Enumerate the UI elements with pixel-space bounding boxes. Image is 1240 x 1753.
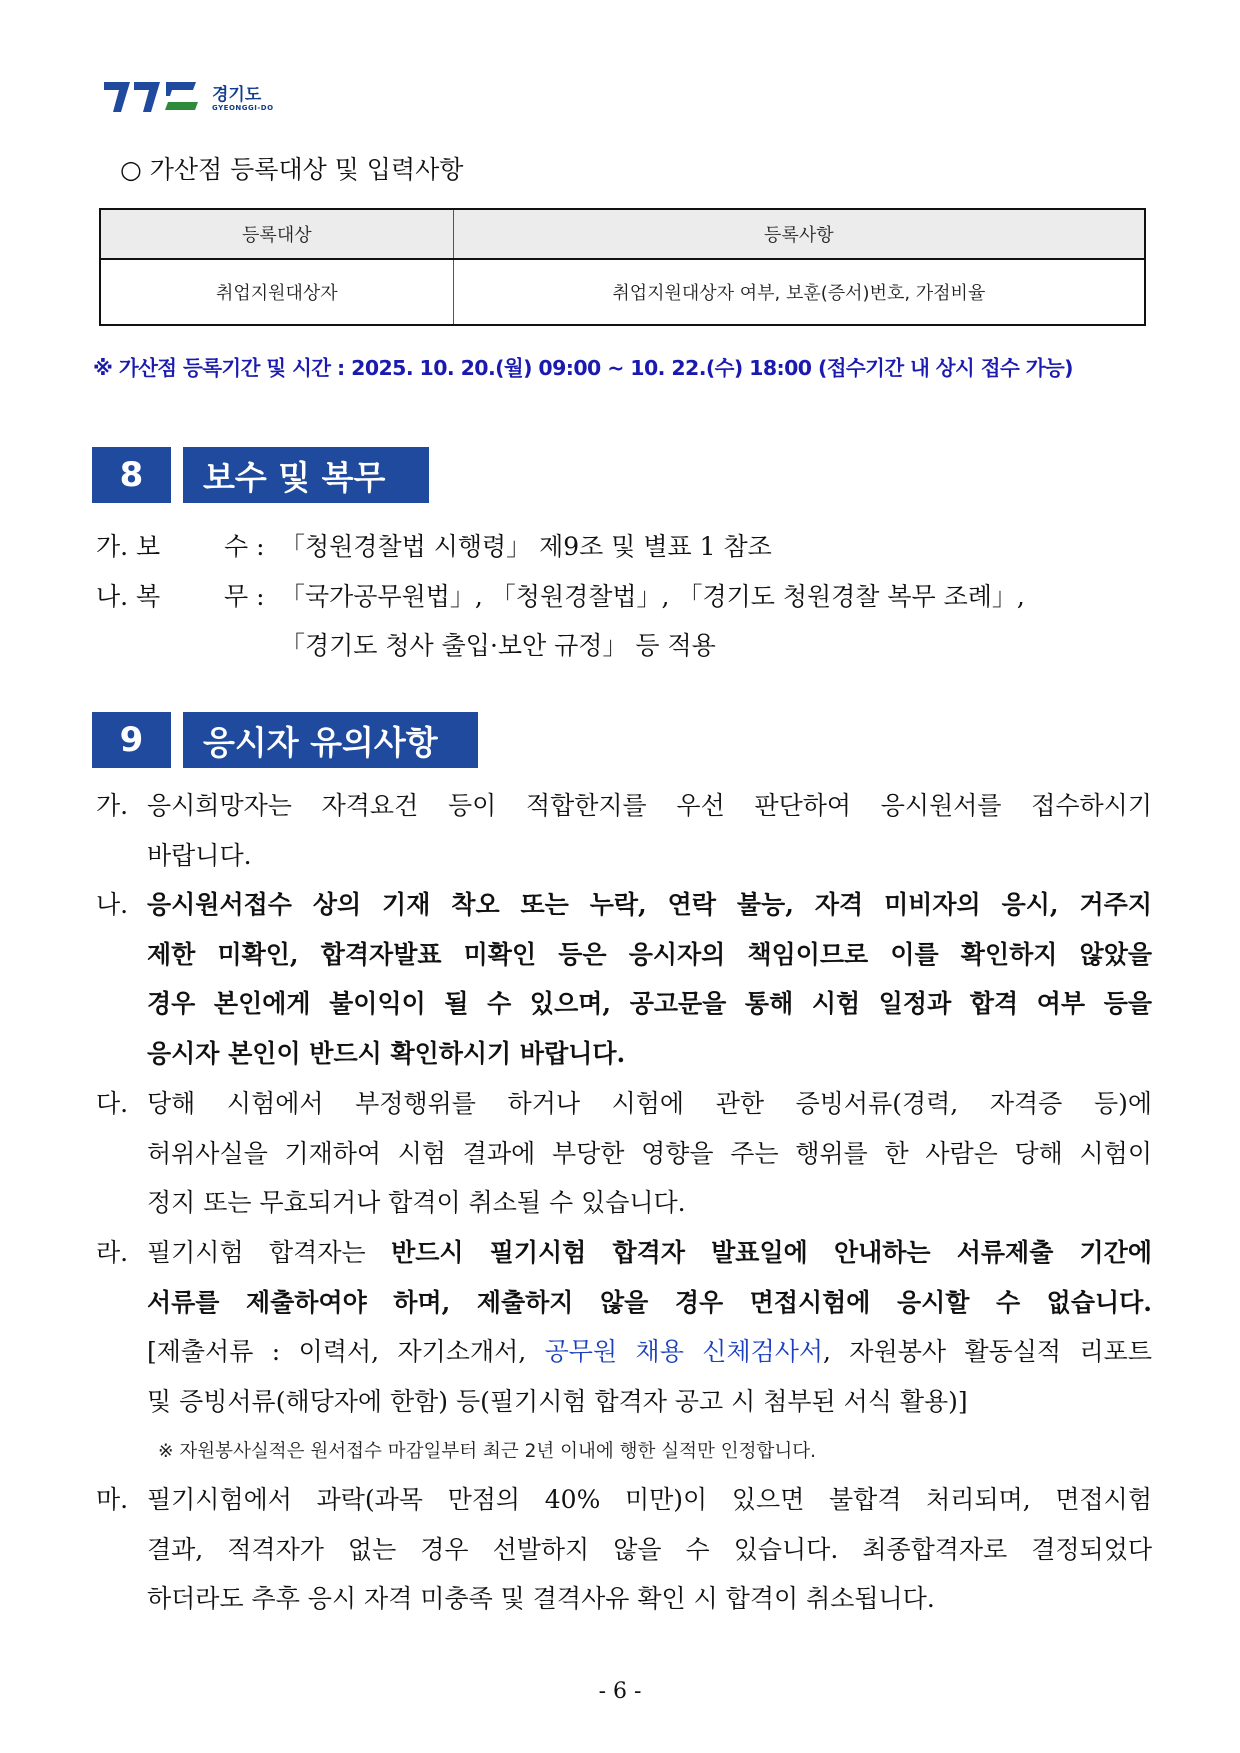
docs-text: [제출서류 : 이력서, 자기소개서,: [147, 1337, 545, 1366]
sec8-item-sep: 수 :: [224, 532, 265, 561]
sec9-item-ma: [96, 1475, 1152, 1624]
item-text-line: 당해 시험에서 부정행위를 하거나 시험에 관한 증빙서류(경력, 자격증 등)에: [147, 1089, 1152, 1118]
item-text-line: 필기시험에서 과락(과목 만점의 40% 미만)이 있으면 불합격 처리되며, 면접시험: [147, 1485, 1152, 1514]
section-9-title: 응시자 유의사항: [183, 712, 478, 768]
gyeonggi-logo: [104, 78, 274, 122]
table-header-row: [100, 209, 1145, 259]
bonus-subheading: ○ 가산점 등록대상 및 입력사항: [120, 155, 464, 184]
item-text-line: 및 증빙서류(해당자에 한함) 등(필기시험 합격자 공고 시 첨부된 서식 활용)]: [147, 1386, 968, 1416]
bonus-registration-table: [99, 208, 1146, 326]
bonus-period-notice: ※ 가산점 등록기간 및 시간 : 2025. 10. 20.(월) 09:00 ~ 10. 22.(수) 18:00 (접수기간 내 상시 접수 가능): [93, 356, 1073, 380]
sec9-item-ga: [96, 781, 1152, 880]
item-text-line: 제한 미확인, 합격자발표 미확인 등은 응시자의 책임이므로 이를 확인하지 않았을: [147, 939, 1152, 969]
section-8-number: 8: [92, 447, 171, 503]
item-text-line: 바랍니다.: [147, 840, 252, 870]
item-text: 필기시험 합격자는: [147, 1238, 392, 1267]
item-text-line: 응시원서접수 상의 기재 착오 또는 누락, 연락 불능, 자격 미비자의 응시, 거주지: [147, 890, 1152, 919]
item-label: 라.: [96, 1238, 129, 1267]
logo-name-ko: 경기도: [212, 85, 262, 105]
sec9-item-na: [96, 880, 1152, 1078]
gyeonggi-logo-mark-icon: [104, 78, 204, 118]
sec8-item-label: 나. 복: [96, 582, 161, 611]
table-cell: 취업지원대상자: [100, 259, 453, 325]
item-label: 가.: [96, 791, 129, 820]
table-header-cell: 등록사항: [453, 209, 1145, 259]
item-text-line: 응시희망자는 자격요건 등이 적합한지를 우선 판단하여 응시원서를 접수하시기: [147, 791, 1152, 820]
section-8-title: 보수 및 복무: [183, 447, 429, 503]
sec8-item-sep: 무 :: [224, 582, 265, 611]
section-9-number: 9: [92, 712, 171, 768]
item-text-line: 결과, 적격자가 없는 경우 선발하지 않을 수 있습니다. 최종합격자로 결정되었다: [147, 1534, 1152, 1564]
item-text-line: 경우 본인에게 불이익이 될 수 있으며, 공고문을 통해 시험 일정과 합격 여부 등을: [147, 989, 1152, 1018]
item-label: 마.: [96, 1485, 129, 1514]
sec8-item-text: 「청원경찰법 시행령」 제9조 및 별표 1 참조: [280, 532, 772, 561]
sec8-item-text: 「국가공무원법」, 「청원경찰법」, 「경기도 청원경찰 복무 조례」,: [280, 582, 1025, 611]
item-text-line: 허위사실을 기재하여 시험 결과에 부당한 영향을 주는 행위를 한 사람은 당해 시험이: [147, 1138, 1152, 1168]
volunteer-footnote: ※ 자원봉사실적은 원서접수 마감일부터 최근 2년 이내에 행한 실적만 인정합니다.: [158, 1441, 816, 1462]
item-text-line: [147, 1228, 1152, 1278]
sec9-item-da: [96, 1079, 1152, 1228]
item-text-bold: 반드시 필기시험 합격자 발표일에 안내하는 서류제출 기간에: [391, 1238, 1152, 1267]
table-header-cell: 등록대상: [100, 209, 453, 259]
table-cell: 취업지원대상자 여부, 보훈(증서)번호, 가점비율: [453, 259, 1145, 325]
docs-text: , 자원봉사 활동실적 리포트: [823, 1337, 1152, 1366]
sec8-item-cont: 「경기도 청사 출입·보안 규정」 등 적용: [280, 631, 716, 660]
logo-name-en: GYEONGGI-DO: [212, 104, 274, 112]
item-text-line: 서류를 제출하여야 하며, 제출하지 않을 경우 면접시험에 응시할 수 없습니다.: [147, 1287, 1152, 1317]
sec8-item-label: 가. 보: [96, 532, 161, 561]
table-row: [100, 259, 1145, 325]
item-text-line: 응시자 본인이 반드시 확인하시기 바랍니다.: [147, 1038, 626, 1068]
item-text-line: [147, 1327, 1152, 1377]
page-number: - 6 -: [598, 1679, 642, 1704]
sec9-item-ra: [96, 1228, 1152, 1426]
item-label: 나.: [96, 890, 129, 919]
item-label: 다.: [96, 1089, 129, 1118]
item-text-line: 정지 또는 무효되거나 합격이 취소될 수 있습니다.: [147, 1188, 686, 1217]
item-text-line: 하더라도 추후 응시 자격 미충족 및 결격사유 확인 시 합격이 취소됩니다.: [147, 1584, 935, 1613]
docs-highlight: 공무원 채용 신체검사서: [544, 1337, 824, 1366]
